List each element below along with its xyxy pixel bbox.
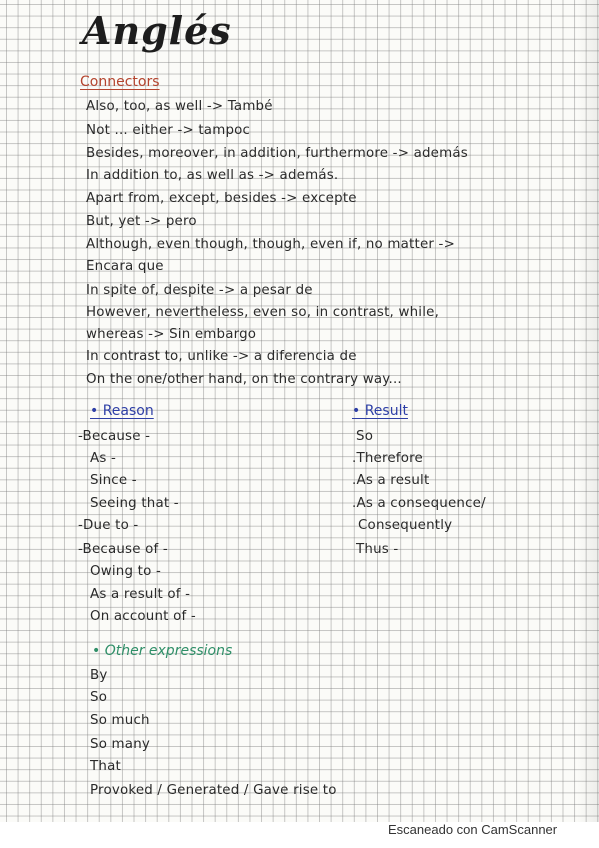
connector-line: Also, too, as well -> També [86, 99, 273, 114]
result-item: Thus - [356, 542, 399, 557]
result-item: So [356, 429, 374, 444]
page-title: Anglés [82, 8, 232, 53]
reason-heading: • Reason [90, 403, 154, 419]
other-expressions-heading: • Other expressions [92, 643, 233, 659]
reason-item: As a result of - [90, 587, 191, 602]
connector-line: whereas -> Sin embargo [86, 327, 257, 342]
reason-item: Since - [90, 473, 137, 488]
reason-item: As - [90, 451, 117, 466]
result-item: .Therefore [352, 451, 423, 466]
connectors-heading: Connectors [80, 74, 160, 90]
connector-line: Not ... either -> tampoc [86, 123, 251, 138]
reason-item: Owing to - [90, 564, 161, 579]
result-item: Consequently [358, 518, 453, 533]
connector-line: However, nevertheless, even so, in contrast, while, [86, 305, 440, 320]
connector-line: Besides, moreover, in addition, furthermore -> además [86, 146, 468, 161]
reason-item: On account of - [90, 609, 196, 624]
result-item: .As a result [352, 473, 430, 488]
other-item: That [90, 759, 121, 774]
reason-item: Seeing that - [90, 496, 179, 511]
other-item: By [90, 668, 108, 683]
connector-line: In spite of, despite -> a pesar de [86, 283, 313, 298]
other-item: So [90, 690, 108, 705]
other-item: Provoked / Generated / Gave rise to [90, 783, 337, 798]
other-item: So many [90, 737, 151, 752]
reason-item: -Due to - [78, 518, 139, 533]
connector-line: On the one/other hand, on the contrary way... [86, 372, 402, 387]
connector-line: Encara que [86, 259, 164, 274]
connector-line: In contrast to, unlike -> a diferencia de [86, 349, 357, 364]
connector-line: In addition to, as well as -> además. [86, 168, 339, 183]
reason-item: -Because of - [78, 542, 168, 557]
reason-item: -Because - [78, 429, 151, 444]
result-heading: • Result [352, 403, 408, 419]
result-item: .As a consequence/ [352, 496, 486, 511]
other-item: So much [90, 713, 150, 728]
connector-line: Although, even though, though, even if, no matter -> [86, 237, 456, 252]
scanner-watermark: Escaneado con CamScanner [388, 822, 558, 837]
connector-line: But, yet -> pero [86, 214, 197, 229]
connector-line: Apart from, except, besides -> excepte [86, 191, 357, 206]
